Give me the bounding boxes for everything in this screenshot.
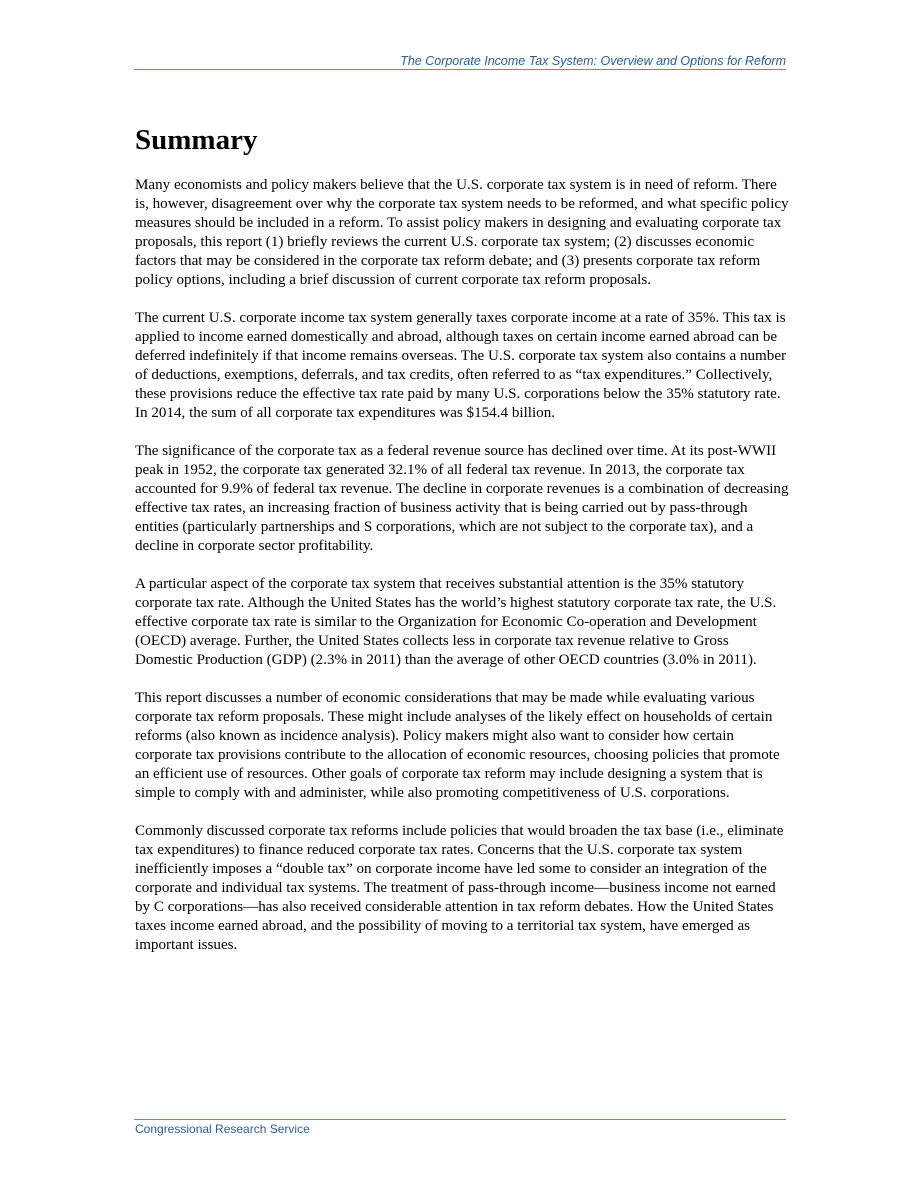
- summary-paragraph-3: The significance of the corporate tax as a federal revenue source has declined over time. At its post-WWII peak in 1952, the corporate tax generated 32.1% of all federal tax revenue. In 2013, the corporate tax accounted for 9.9% of federal tax revenue. The decline in corporate revenues is a combination of decreasing effective tax rates, an increasing fraction of business activity that is being carried out by pass-through entities (particularly partnerships and S corporations, which are not subject to the corporate tax), and a decline in corporate sector profitability.: [135, 443, 789, 554]
- summary-paragraph-1: Many economists and policy makers believe that the U.S. corporate tax system is in need of reform. There is, however, disagreement over why the corporate tax system needs to be reformed, and what specific policy measures should be included in a reform. To assist policy makers in designing and evaluating corporate tax proposals, this report (1) briefly reviews the current U.S. corporate tax system; (2) discusses economic factors that may be considered in the corporate tax reform debate; and (3) presents corporate tax reform policy options, including a brief discussion of current corporate tax reform proposals.: [135, 177, 789, 288]
- footer-divider: [134, 1119, 786, 1120]
- section-title: Summary: [135, 124, 258, 156]
- footer-publisher: Congressional Research Service: [135, 1122, 310, 1136]
- summary-paragraph-4: A particular aspect of the corporate tax system that receives substantial attention is the 35% statutory corporate tax rate. Although the United States has the world’s highest statutory corporate tax rate, the U.S. effective corporate tax rate is similar to the Organization for Economic Co-operation and Development (OECD) average. Further, the United States collects less in corporate tax revenue relative to Gross Domestic Production (GDP) (2.3% in 2011) than the average of other OECD countries (3.0% in 2011).: [135, 576, 777, 668]
- summary-paragraph-2: The current U.S. corporate income tax system generally taxes corporate income at a rate of 35%. This tax is applied to income earned domestically and abroad, although taxes on certain income earned abroad can be deferred indefinitely if that income remains overseas. The U.S. corporate tax system also contains a number of deductions, exemptions, deferrals, and tax credits, often referred to as “tax expenditures.” Collectively, these provisions reduce the effective tax rate paid by many U.S. corporations below the 35% statutory rate. In 2014, the sum of all corporate tax expenditures was $154.4 billion.: [135, 310, 787, 421]
- summary-body: [135, 176, 790, 974]
- summary-paragraph-5: This report discusses a number of economic considerations that may be made while evaluating various corporate tax reform proposals. These might include analyses of the likely effect on households of certain reforms (also known as incidence analysis). Policy makers might also want to consider how certain corporate tax provisions contribute to the allocation of economic resources, choosing policies that promote an efficient use of resources. Other goals of corporate tax reform may include designing a system that is simple to comply with and administer, while also promoting competitiveness of U.S. corporations.: [135, 690, 780, 801]
- running-header-title: The Corporate Income Tax System: Overview and Options for Reform: [400, 54, 786, 68]
- summary-paragraph-6: Commonly discussed corporate tax reforms include policies that would broaden the tax base (i.e., eliminate tax expenditures) to finance reduced corporate tax rates. Concerns that the U.S. corporate tax system inefficiently imposes a “double tax” on corporate income have led some to consider an integration of the corporate and individual tax systems. The treatment of pass-through income—business income not earned by C corporations—has also received considerable attention in tax reform debates. How the United States taxes income earned abroad, and the possibility of moving to a territorial tax system, have emerged as important issues.: [135, 823, 784, 953]
- header-divider: [134, 69, 786, 70]
